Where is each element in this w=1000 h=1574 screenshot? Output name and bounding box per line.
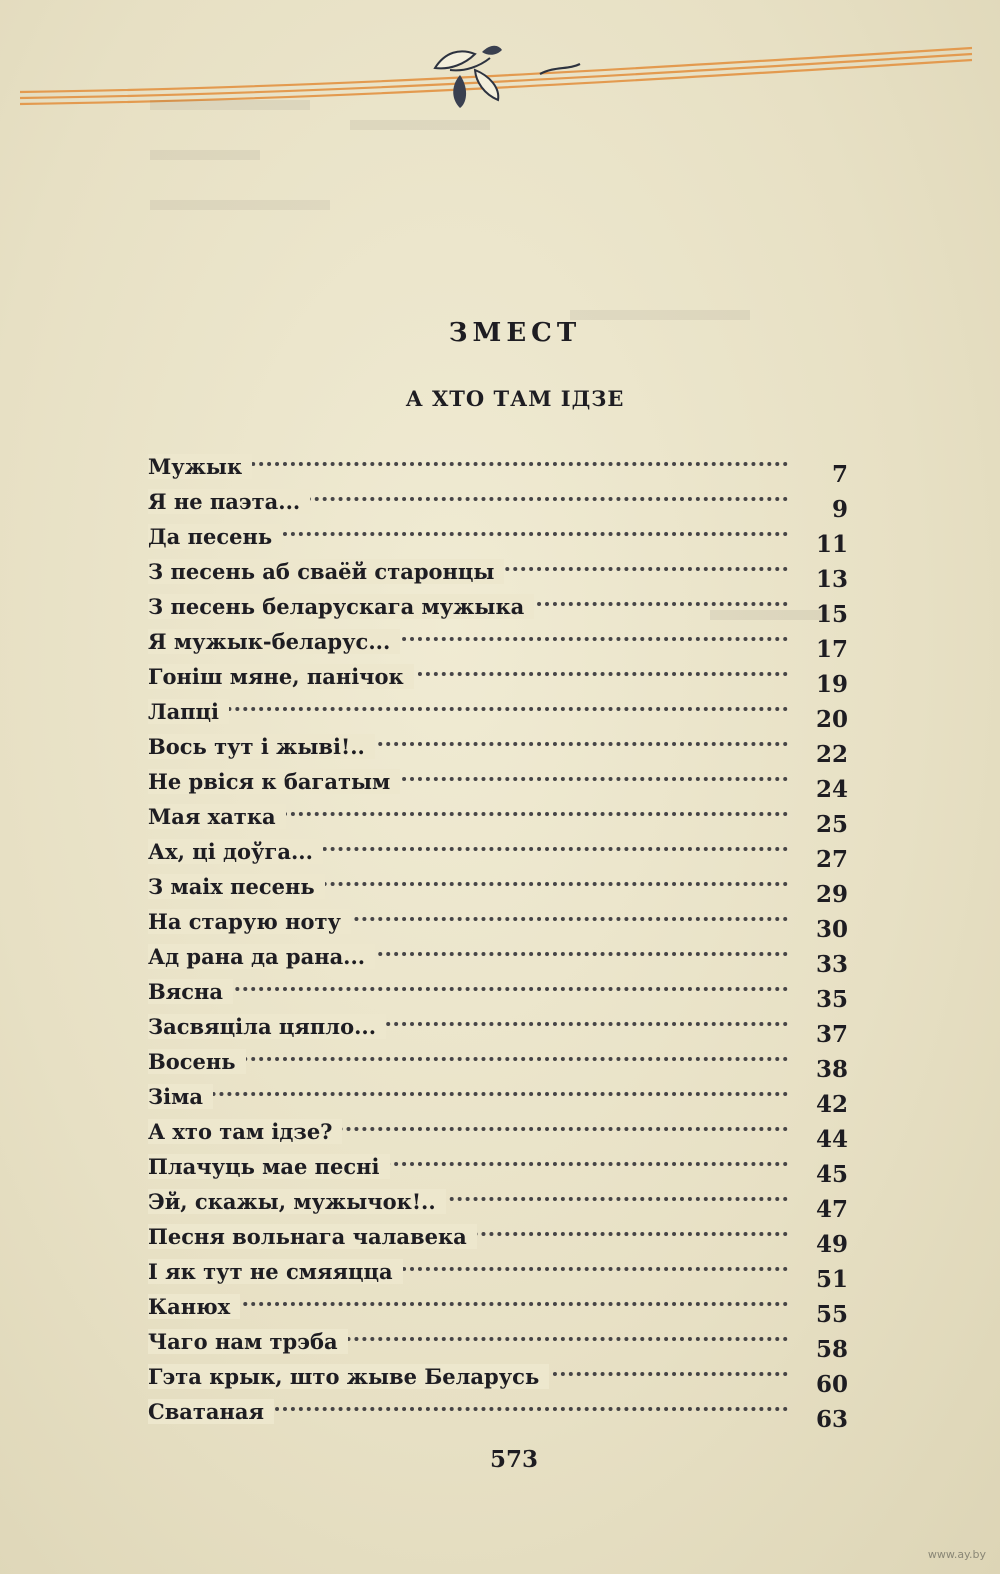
- entry-page: 7: [831, 461, 848, 488]
- entry-page: 22: [815, 741, 848, 768]
- entry-page: 25: [815, 811, 848, 838]
- entry-title: Мая хатка: [148, 804, 286, 829]
- entry-page: 35: [815, 986, 848, 1013]
- entry-title: Песня вольнага чалавека: [148, 1224, 477, 1249]
- toc-entry[interactable]: [148, 627, 848, 662]
- entry-title: А хто там ідзе?: [148, 1119, 342, 1144]
- entry-title: На старую ноту: [148, 909, 351, 934]
- entry-page: 17: [815, 636, 848, 663]
- entry-title: Гэта крык, што жыве Беларусь: [148, 1364, 549, 1389]
- entry-title: Да песень: [148, 524, 282, 549]
- entry-page: 33: [815, 951, 848, 978]
- toc-entry[interactable]: [148, 802, 848, 837]
- toc-entry[interactable]: [148, 977, 848, 1012]
- leader-dots: [148, 1302, 788, 1306]
- toc-entry[interactable]: [148, 1187, 848, 1222]
- entry-page: 27: [815, 846, 848, 873]
- toc-entry[interactable]: [148, 522, 848, 557]
- entry-title: І як тут не смяяцца: [148, 1259, 403, 1284]
- toc-entry[interactable]: [148, 907, 848, 942]
- entry-title: Засвяціла цяпло...: [148, 1014, 386, 1039]
- watermark: www.ay.by: [927, 1548, 986, 1561]
- entry-title: Плачуць мае песні: [148, 1154, 390, 1179]
- entry-page: 42: [815, 1091, 848, 1118]
- toc-entry[interactable]: [148, 767, 848, 802]
- entry-title: Сватаная: [148, 1399, 274, 1424]
- entry-page: 44: [815, 1126, 848, 1153]
- leader-dots: [148, 707, 788, 711]
- toc-entry[interactable]: [148, 452, 848, 487]
- entry-page: 45: [815, 1161, 848, 1188]
- entry-title: Лапці: [148, 699, 229, 724]
- entry-title: Гоніш мяне, панічок: [148, 664, 414, 689]
- toc-entry[interactable]: [148, 592, 848, 627]
- entry-title: Канюх: [148, 1294, 240, 1319]
- entry-page: 58: [815, 1336, 848, 1363]
- entry-page: 37: [815, 1021, 848, 1048]
- toc-entry[interactable]: [148, 872, 848, 907]
- entry-page: 11: [815, 531, 848, 558]
- entry-page: 63: [815, 1406, 848, 1433]
- toc-entry[interactable]: [148, 1327, 848, 1362]
- leader-dots: [148, 1092, 788, 1096]
- toc-entry[interactable]: [148, 942, 848, 977]
- entry-title: Чаго нам трэба: [148, 1329, 348, 1354]
- toc-entry[interactable]: [148, 662, 848, 697]
- entry-title: Зіма: [148, 1084, 213, 1109]
- toc-entry[interactable]: [148, 1292, 848, 1327]
- toc-entry[interactable]: [148, 1362, 848, 1397]
- toc-entry[interactable]: [148, 1397, 848, 1432]
- toc-entry[interactable]: [148, 557, 848, 592]
- entry-title: З песень беларускага мужыка: [148, 594, 534, 619]
- page-title: ЗМЕСТ: [448, 318, 582, 348]
- entry-title: Не рвіся к багатым: [148, 769, 400, 794]
- entry-title: Ах, ці доўга...: [148, 839, 323, 864]
- entry-page: 38: [815, 1056, 848, 1083]
- entry-title: З песень аб сваёй старонцы: [148, 559, 504, 584]
- entry-page: 55: [815, 1301, 848, 1328]
- entry-title: З маіх песень: [148, 874, 325, 899]
- entry-page: 20: [815, 706, 848, 733]
- toc-entry[interactable]: [148, 837, 848, 872]
- entry-title: Эй, скажы, мужычок!..: [148, 1189, 446, 1214]
- toc-entry[interactable]: [148, 487, 848, 522]
- entry-title: Вясна: [148, 979, 233, 1004]
- toc-entry[interactable]: [148, 697, 848, 732]
- toc-entry[interactable]: [148, 1152, 848, 1187]
- toc-entry[interactable]: [148, 1082, 848, 1117]
- toc-entry[interactable]: [148, 1257, 848, 1292]
- entry-title: Я мужык-беларус...: [148, 629, 400, 654]
- entry-title: Я не паэта...: [148, 489, 310, 514]
- page-number: 573: [489, 1446, 538, 1473]
- toc-entry[interactable]: [148, 1222, 848, 1257]
- entry-title: Ад рана да рана...: [148, 944, 375, 969]
- section-heading: А ХТО ТАМ ІДЗЕ: [405, 386, 625, 411]
- entry-page: 19: [815, 671, 848, 698]
- toc-entry[interactable]: [148, 1047, 848, 1082]
- entry-page: 24: [815, 776, 848, 803]
- entry-page: 60: [815, 1371, 848, 1398]
- entry-page: 47: [815, 1196, 848, 1223]
- table-of-contents: [148, 452, 848, 1432]
- entry-page: 30: [815, 916, 848, 943]
- entry-page: 9: [831, 496, 848, 523]
- leader-dots: [148, 987, 788, 991]
- entry-page: 49: [815, 1231, 848, 1258]
- entry-page: 29: [815, 881, 848, 908]
- entry-page: 15: [815, 601, 848, 628]
- entry-title: Восень: [148, 1049, 246, 1074]
- entry-title: Вось тут і жыві!..: [148, 734, 375, 759]
- toc-entry[interactable]: [148, 1012, 848, 1047]
- toc-entry[interactable]: [148, 732, 848, 767]
- entry-page: 13: [815, 566, 848, 593]
- entry-page: 51: [815, 1266, 848, 1293]
- toc-entry[interactable]: [148, 1117, 848, 1152]
- entry-title: Мужык: [148, 454, 252, 479]
